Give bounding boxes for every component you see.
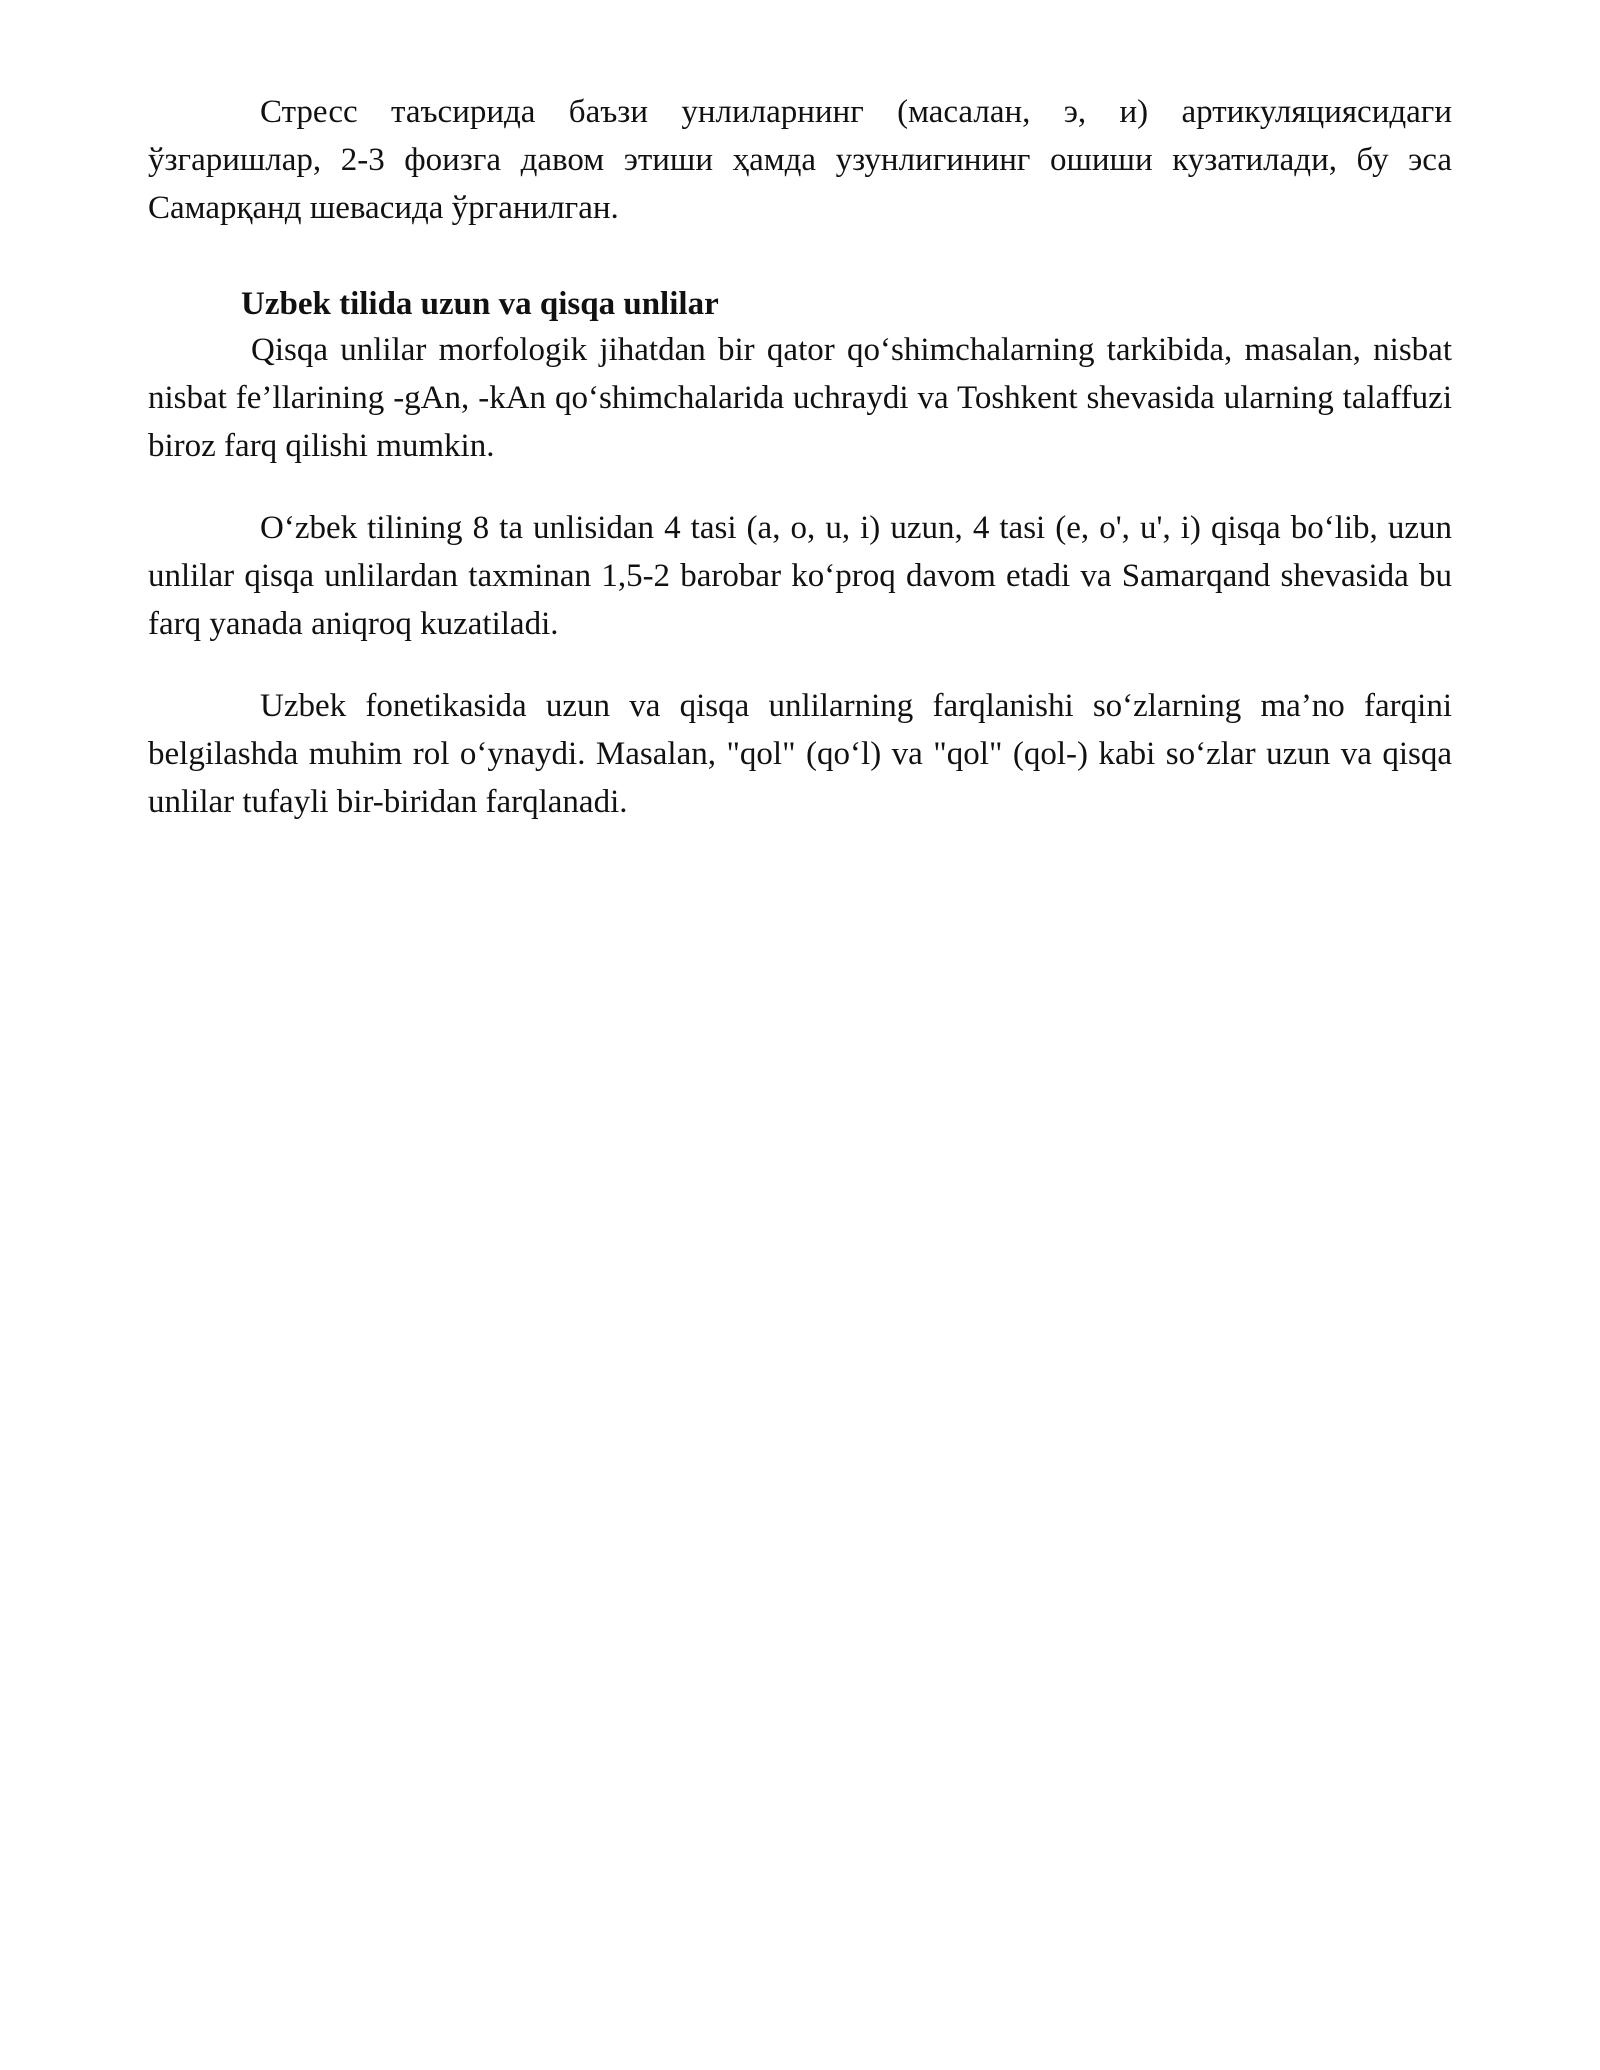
paragraph-phonetics: Uzbek fonetikasida uzun va qisqa unlilarning farqlanishi soʻzlarning ma’no farqini belgilashda muhim rol oʻynaydi. Masalan, "qol" (qoʻl) va "qol" (qol-) kabi soʻzlar uzun va qisqa unlilar tufayli bir-biridan farqlanadi. bbox=[148, 688, 1452, 820]
section-heading: Uzbek tilida uzun va qisqa unlilar bbox=[241, 286, 719, 322]
paragraph-stress-vowels: Стресс таъсирида баъзи унлиларнинг (масалан, э, и) артикуляциясидаги ўзгаришлар, 2-3 фоизга давом этиши ҳамда узунлигининг ошиши кузатилади, бу эса Самарқанд шевасида ўрганилган. bbox=[148, 94, 1452, 226]
document-body bbox=[148, 88, 1452, 826]
paragraph-vowel-count: Oʻzbek tilining 8 ta unlisidan 4 tasi (a, o, u, i) uzun, 4 tasi (e, o', u', i) qisqa boʻlib, uzun unlilar qisqa unlilardan taxminan 1,5-2 barobar koʻproq davom etadi va Samarqand shevasida bu farq yanada aniqroq kuzatiladi. bbox=[148, 510, 1452, 642]
paragraph-short-vowels: Qisqa unlilar morfologik jihatdan bir qator qoʻshimchalarning tarkibida, masalan, nisbat nisbat fe’llarining -gAn, -kAn qoʻshimchalarida uchraydi va Toshkent shevasida ularning talaffuzi biroz farq qilishi mumkin. bbox=[148, 332, 1452, 464]
